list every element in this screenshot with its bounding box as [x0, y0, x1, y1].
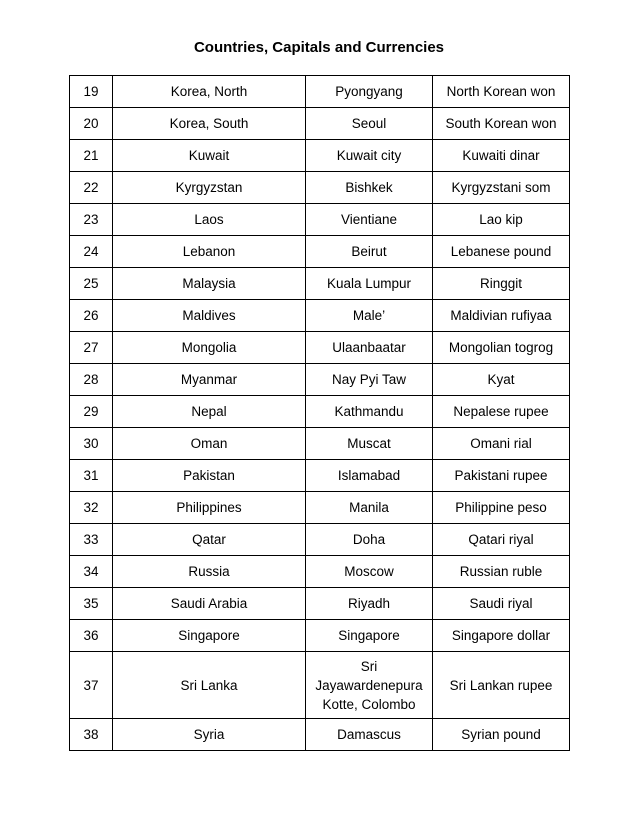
currency-cell: Ringgit [433, 268, 570, 300]
row-number: 38 [70, 719, 113, 751]
country-cell: Malaysia [113, 268, 306, 300]
currency-cell: Mongolian togrog [433, 332, 570, 364]
country-cell: Syria [113, 719, 306, 751]
country-cell: Laos [113, 204, 306, 236]
currency-cell: Saudi riyal [433, 588, 570, 620]
row-number: 19 [70, 76, 113, 108]
countries-table [69, 75, 570, 751]
capital-cell: Pyongyang [306, 76, 433, 108]
table-row [70, 332, 570, 364]
country-cell: Kyrgyzstan [113, 172, 306, 204]
country-cell: Philippines [113, 492, 306, 524]
table-row [70, 364, 570, 396]
table-row [70, 108, 570, 140]
table-row [70, 620, 570, 652]
capital-line: Sri [360, 658, 378, 674]
currency-cell: Nepalese rupee [433, 396, 570, 428]
country-cell: Pakistan [113, 460, 306, 492]
table-row [70, 268, 570, 300]
capital-cell: Beirut [306, 236, 433, 268]
country-cell: Kuwait [113, 140, 306, 172]
table-row [70, 460, 570, 492]
row-number: 29 [70, 396, 113, 428]
capital-cell: Riyadh [306, 588, 433, 620]
page-title: Countries, Capitals and Currencies [193, 39, 445, 56]
country-cell: Mongolia [113, 332, 306, 364]
table-row [70, 396, 570, 428]
country-cell: Lebanon [113, 236, 306, 268]
capital-cell: Seoul [306, 108, 433, 140]
row-number: 28 [70, 364, 113, 396]
currency-cell: Sri Lankan rupee [433, 652, 570, 719]
currency-cell: Singapore dollar [433, 620, 570, 652]
country-cell: Oman [113, 428, 306, 460]
capital-cell: Vientiane [306, 204, 433, 236]
table-row [70, 172, 570, 204]
currency-cell: Kyat [433, 364, 570, 396]
country-cell: Qatar [113, 524, 306, 556]
country-cell: Korea, South [113, 108, 306, 140]
country-cell: Korea, North [113, 76, 306, 108]
capital-cell: Kuwait city [306, 140, 433, 172]
row-number: 20 [70, 108, 113, 140]
table-row [70, 236, 570, 268]
row-number: 32 [70, 492, 113, 524]
row-number: 26 [70, 300, 113, 332]
capital-cell: Singapore [306, 620, 433, 652]
table-row [70, 76, 570, 108]
country-cell: Nepal [113, 396, 306, 428]
country-cell: Saudi Arabia [113, 588, 306, 620]
capital-cell: Islamabad [306, 460, 433, 492]
row-number: 34 [70, 556, 113, 588]
currency-cell: Lebanese pound [433, 236, 570, 268]
table-row [70, 524, 570, 556]
country-cell: Singapore [113, 620, 306, 652]
capital-line: Jayawardenepura [315, 677, 423, 693]
country-cell: Myanmar [113, 364, 306, 396]
table-row [70, 204, 570, 236]
row-number: 21 [70, 140, 113, 172]
currency-cell: Kuwaiti dinar [433, 140, 570, 172]
capital-cell: Nay Pyi Taw [306, 364, 433, 396]
currency-cell: Qatari riyal [433, 524, 570, 556]
table-row [70, 140, 570, 172]
currency-cell: Russian ruble [433, 556, 570, 588]
row-number: 35 [70, 588, 113, 620]
capital-cell: Male’ [306, 300, 433, 332]
table-row [70, 719, 570, 751]
row-number: 36 [70, 620, 113, 652]
capital-cell: Moscow [306, 556, 433, 588]
currency-cell: Omani rial [433, 428, 570, 460]
table-row [70, 556, 570, 588]
row-number: 31 [70, 460, 113, 492]
capital-cell: Kuala Lumpur [306, 268, 433, 300]
row-number: 33 [70, 524, 113, 556]
capital-cell [306, 652, 433, 719]
table-row [70, 588, 570, 620]
country-cell: Maldives [113, 300, 306, 332]
table-row [70, 428, 570, 460]
row-number: 37 [70, 652, 113, 719]
capital-cell: Muscat [306, 428, 433, 460]
table-row [70, 300, 570, 332]
currency-cell: Syrian pound [433, 719, 570, 751]
capital-cell: Manila [306, 492, 433, 524]
row-number: 23 [70, 204, 113, 236]
capital-cell: Damascus [306, 719, 433, 751]
currency-cell: Philippine peso [433, 492, 570, 524]
currency-cell: Kyrgyzstani som [433, 172, 570, 204]
row-number: 22 [70, 172, 113, 204]
table-row [70, 492, 570, 524]
capital-cell: Ulaanbaatar [306, 332, 433, 364]
currency-cell: South Korean won [433, 108, 570, 140]
currency-cell: North Korean won [433, 76, 570, 108]
currency-cell: Pakistani rupee [433, 460, 570, 492]
row-number: 25 [70, 268, 113, 300]
country-cell: Russia [113, 556, 306, 588]
row-number: 30 [70, 428, 113, 460]
capital-cell: Doha [306, 524, 433, 556]
table-row [70, 652, 570, 719]
capital-cell: Bishkek [306, 172, 433, 204]
currency-cell: Maldivian rufiyaa [433, 300, 570, 332]
capital-cell: Kathmandu [306, 396, 433, 428]
country-cell: Sri Lanka [113, 652, 306, 719]
row-number: 24 [70, 236, 113, 268]
row-number: 27 [70, 332, 113, 364]
currency-cell: Lao kip [433, 204, 570, 236]
capital-line: Kotte, Colombo [322, 696, 416, 712]
